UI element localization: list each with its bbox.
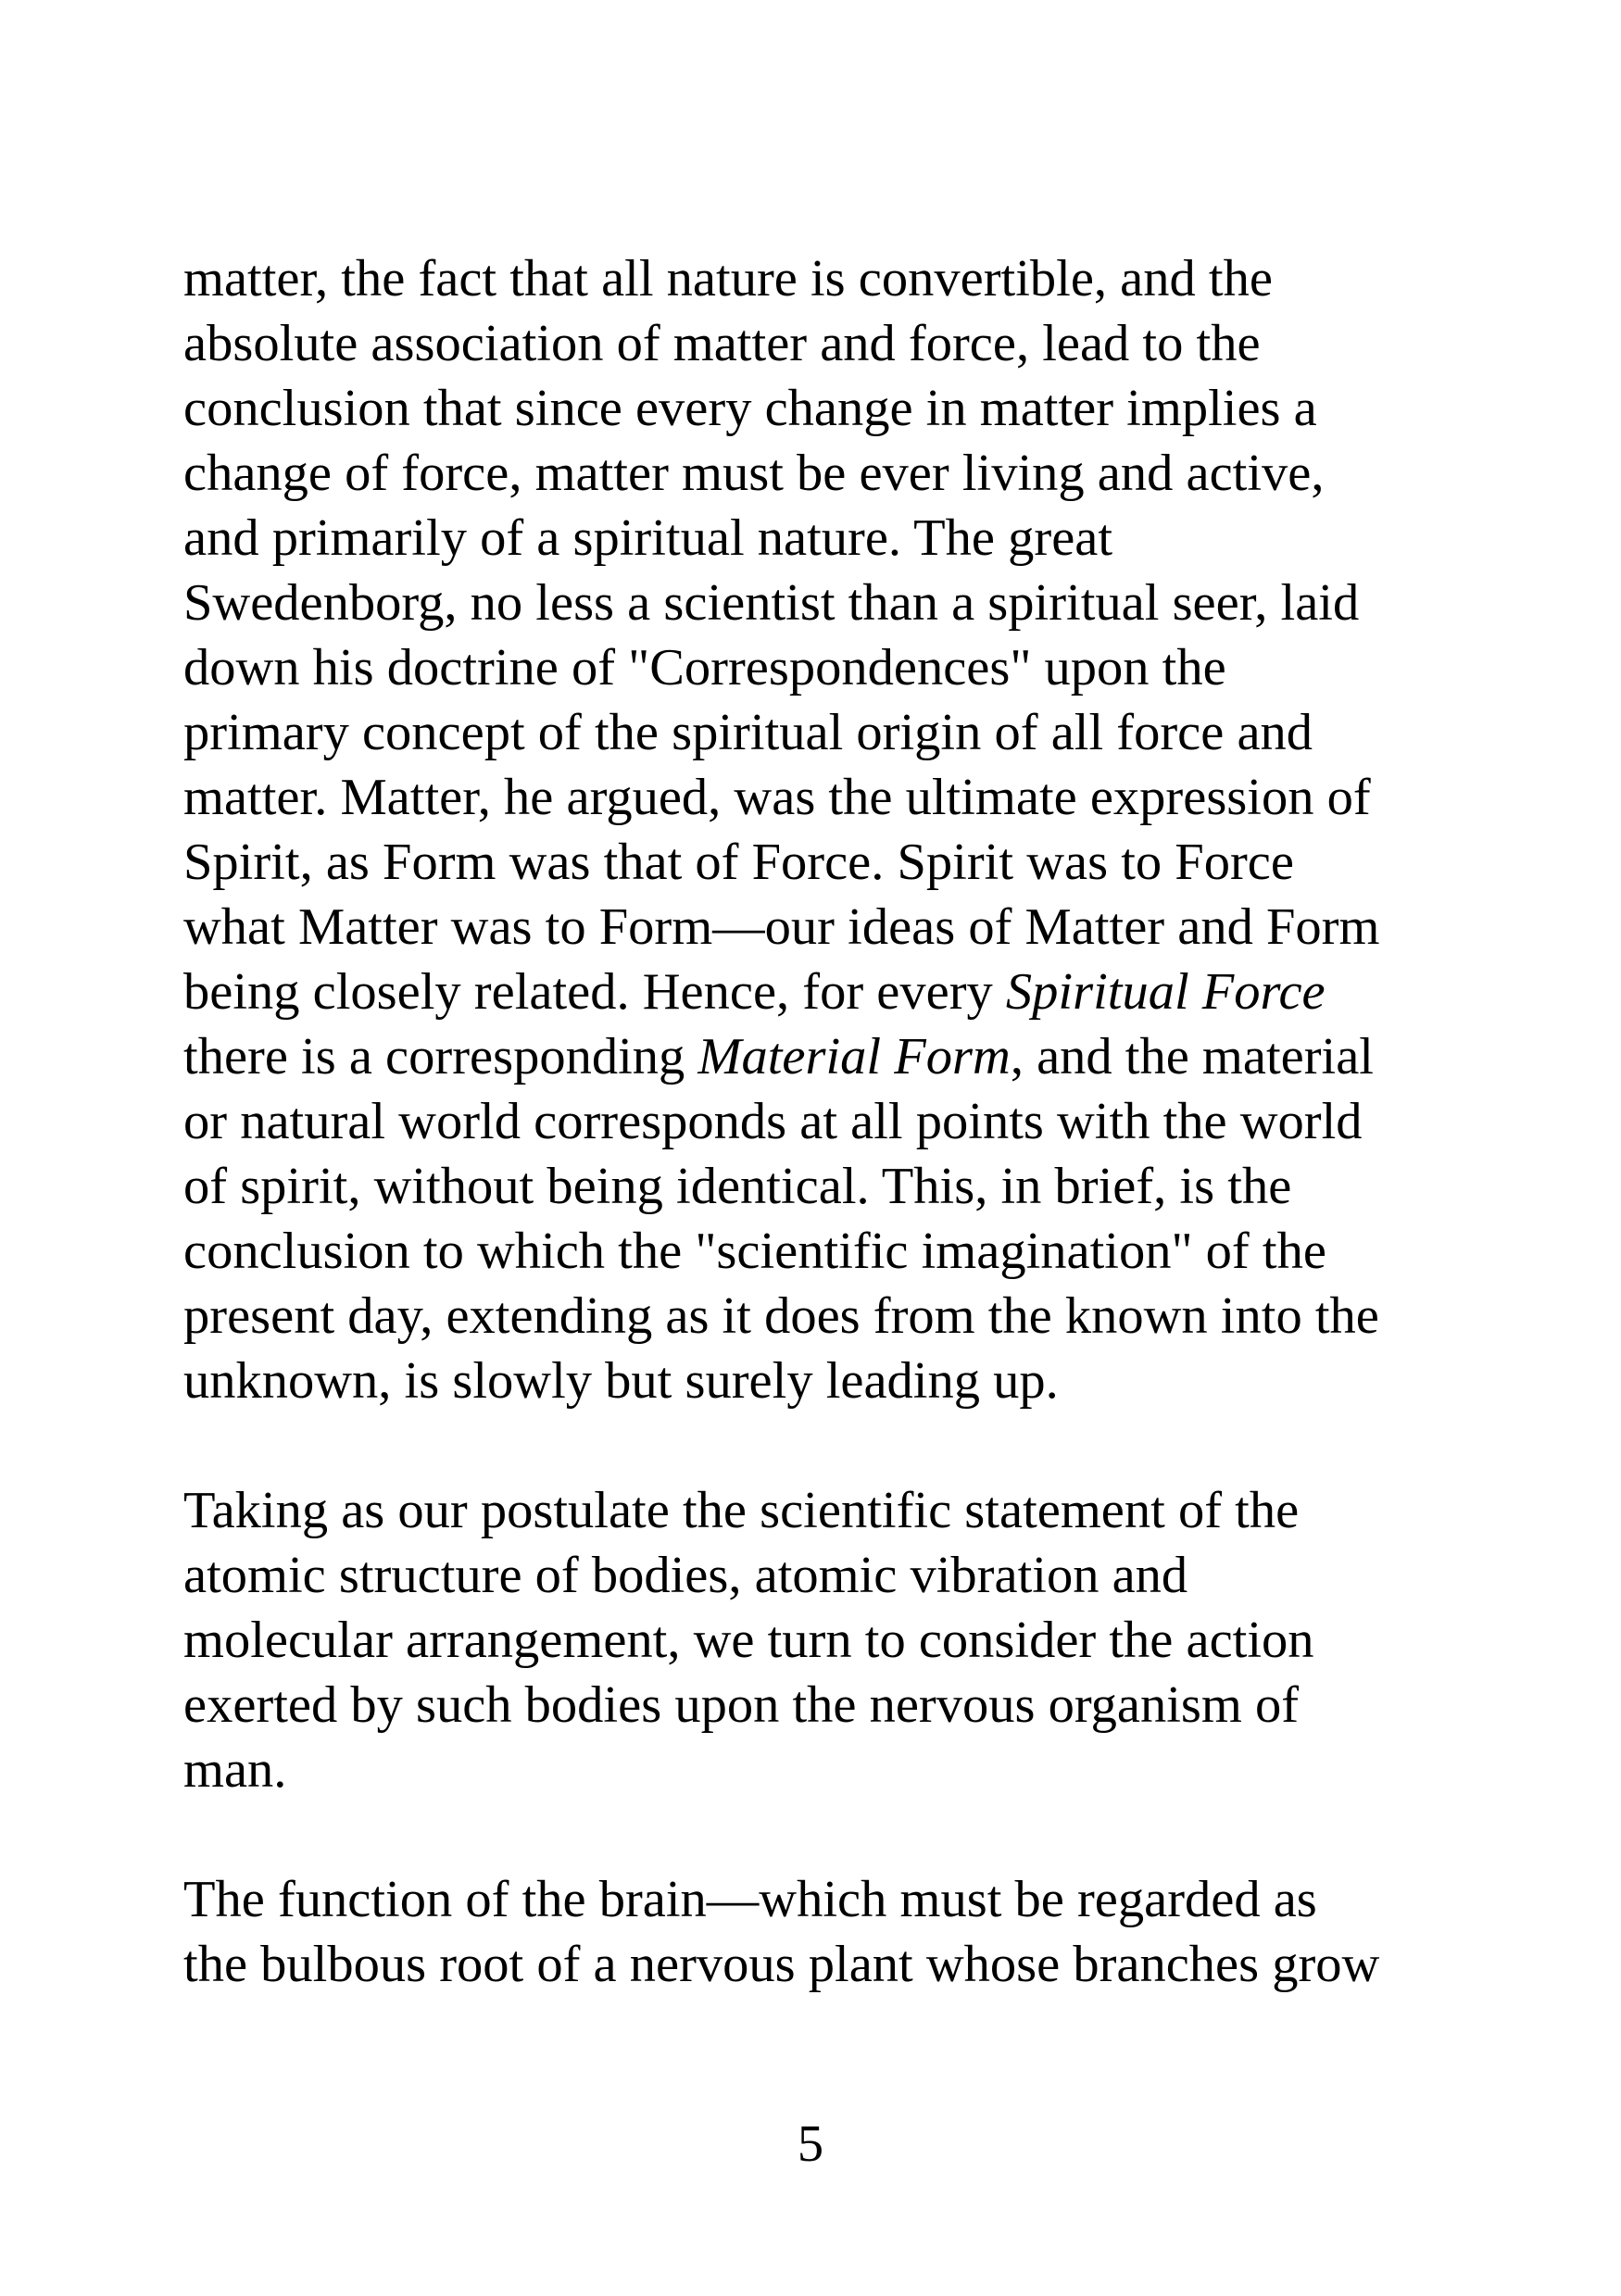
text-line <box>183 1349 1480 1413</box>
text-line <box>183 700 1480 765</box>
text-segment: man. <box>183 1741 287 1799</box>
text-segment: Swedenborg, no less a scientist than a spiritual seer, laid <box>183 574 1360 632</box>
text-line <box>183 1089 1480 1154</box>
text-segment: Spirit, as Form was that of Force. Spirit was to Force <box>183 834 1294 891</box>
text-segment: or natural world corresponds at all points with the world <box>183 1093 1363 1150</box>
text-line <box>183 960 1480 1024</box>
text-line <box>183 1219 1480 1284</box>
text-line <box>183 1867 1480 1932</box>
body-text <box>183 246 1480 1997</box>
italic-text: Spiritual Force <box>1005 963 1326 1021</box>
text-segment: present day, extending as it does from the known into the <box>183 1287 1379 1345</box>
text-segment: , and the material <box>1010 1028 1375 1085</box>
text-segment: atomic structure of bodies, atomic vibration and <box>183 1547 1188 1604</box>
text-segment: conclusion that since every change in matter implies a <box>183 380 1317 437</box>
text-line <box>183 830 1480 895</box>
text-line <box>183 1738 1480 1802</box>
text-line <box>183 1284 1480 1349</box>
text-line <box>183 1608 1480 1673</box>
text-segment: exerted by such bodies upon the nervous organism of <box>183 1676 1300 1734</box>
text-segment: and primarily of a spiritual nature. The great <box>183 509 1113 567</box>
text-line <box>183 246 1480 311</box>
text-line <box>183 571 1480 635</box>
text-line <box>183 765 1480 830</box>
text-line <box>183 506 1480 571</box>
text-line <box>183 311 1480 376</box>
text-segment: being closely related. Hence, for every <box>183 963 1006 1021</box>
paragraph <box>183 1478 1480 1802</box>
text-segment: the bulbous root of a nervous plant whose branches grow <box>183 1936 1380 1993</box>
text-line <box>183 1543 1480 1608</box>
text-line <box>183 1932 1480 1997</box>
text-line <box>183 1478 1480 1543</box>
text-segment: there is a corresponding <box>183 1028 698 1085</box>
text-line <box>183 441 1480 506</box>
text-segment: matter. Matter, he argued, was the ultimate expression of <box>183 769 1371 826</box>
text-line <box>183 1673 1480 1738</box>
text-segment: what Matter was to Form—our ideas of Matter and Form <box>183 898 1380 956</box>
text-segment: primary concept of the spiritual origin of all force and <box>183 704 1313 761</box>
text-segment: change of force, matter must be ever living and active, <box>183 445 1325 502</box>
text-segment: conclusion to which the "scientific imagination" of the <box>183 1223 1326 1280</box>
text-line <box>183 895 1480 960</box>
text-segment: The function of the brain—which must be regarded as <box>183 1871 1317 1928</box>
text-segment: down his doctrine of "Correspondences" upon the <box>183 639 1226 696</box>
text-segment: molecular arrangement, we turn to consider the action <box>183 1612 1314 1669</box>
paragraph-spacer <box>183 1802 1480 1867</box>
text-line <box>183 376 1480 441</box>
page-number: 5 <box>797 2115 824 2173</box>
text-line <box>183 1024 1480 1089</box>
text-segment: of spirit, without being identical. This, in brief, is the <box>183 1158 1292 1215</box>
text-line <box>183 1154 1480 1219</box>
italic-text: Material Form <box>697 1028 1011 1085</box>
text-segment: matter, the fact that all nature is convertible, and the <box>183 250 1273 307</box>
text-segment: unknown, is slowly but surely leading up. <box>183 1352 1059 1410</box>
text-segment: Taking as our postulate the scientific statement of the <box>183 1482 1300 1539</box>
text-segment: absolute association of matter and force, lead to the <box>183 315 1261 372</box>
paragraph-spacer <box>183 1413 1480 1478</box>
paragraph <box>183 1867 1480 1997</box>
paragraph <box>183 246 1480 1413</box>
text-line <box>183 635 1480 700</box>
